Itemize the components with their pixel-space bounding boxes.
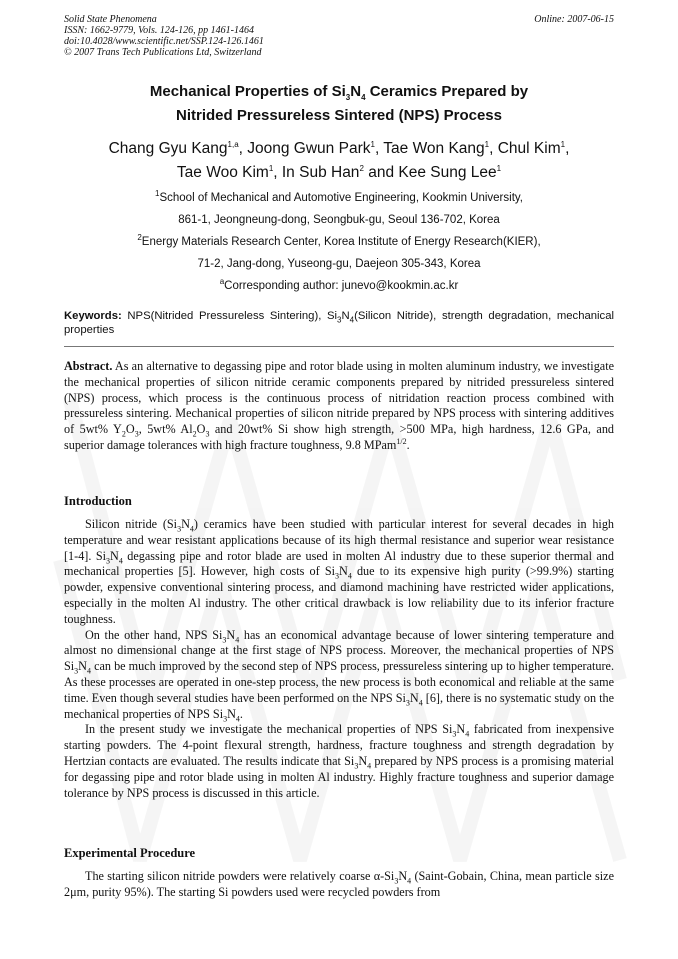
title-line-2: Nitrided Pressureless Sintered (NPS) Process bbox=[176, 107, 502, 124]
copyright-line: © 2007 Trans Tech Publications Ltd, Switzerland bbox=[64, 47, 262, 58]
affiliation-1: $^1$School of Mechanical and Automotive Engineering, Kookmin University, bbox=[155, 189, 523, 204]
introduction-body bbox=[64, 517, 614, 801]
affiliation-2: $^2$Energy Materials Research Center, Korea Institute of Energy Research(KIER), bbox=[137, 233, 541, 248]
author-list bbox=[40, 137, 638, 185]
section-heading-introduction: Introduction bbox=[64, 494, 132, 508]
intro-paragraph-3: In the present study we investigate the mechanical properties of NPS $Si_3N_4$ fabricated from inexpensive starting powders. The 4-point flexural strength, hardness, fracture toughness and strength degradation by Hertzian contacts are evaluated. The results indicate that $Si_3N_4$ prepared by NPS process is a promising material for degassing pipe and rotor blade using in molten Al industry. Highly fracture toughness and superior damage tolerance by NPS process is discussed in this article. bbox=[64, 722, 614, 800]
abstract-label: Abstract. bbox=[64, 359, 113, 373]
intro-paragraph-2: On the other hand, NPS $Si_3N_4$ has an economical advantage because of lower sintering temperature and almost no dimensional change at the first stage of NPS process. Moreover, the mechanical properties of NPS $Si_3N_4$ can be much improved by the second step of NPS process, pressureless sintering up to higher temperature. As these processes are operated in one-step process, the new process is both economical and reliable at the same time. Even though several studies have been performed on the NPS $Si_3N_4$ [6], there is no systematic study on the mechanical properties of NPS $Si_3N_4$. bbox=[64, 627, 614, 723]
title-line-1: Mechanical Properties of $Si_3N_4$ Ceramics Prepared by bbox=[149, 83, 529, 102]
divider bbox=[64, 346, 614, 347]
online-date: Online: 2007-06-15 bbox=[534, 14, 614, 25]
experimental-body bbox=[64, 869, 614, 901]
paper-title bbox=[40, 80, 638, 128]
doi-line: doi:10.4028/www.scientific.net/SSP.124-126.1461 bbox=[64, 36, 264, 47]
author-line-2: Tae Woo Kim$^1$, In Sub Han$^2$ and Kee Sung Lee$^1$ bbox=[176, 163, 502, 181]
affiliation-1-address: 861-1, Jeongneung-dong, Seongbuk-gu, Seoul 136-702, Korea bbox=[178, 214, 500, 226]
section-heading-experimental: Experimental Procedure bbox=[64, 846, 196, 860]
intro-paragraph-1: Silicon nitride $(Si_3N_4)$ ceramics have been studied with particular interest for several decades in high temperature and wear resistant applications because of its high thermal resistance and superior wear resistance [1-4]. $Si_3N_4$ degassing pipe and rotor blade are used in molten Al industry due to these superior thermal and mechanical properties [5]. However, high costs of $Si_3N_4$ due to its expensive high purity (>99.9%) starting powder, expensive conventional sintering process, and diamond machining have restricted wider applications, especially in the molten Al industry. The other critical drawback is low reliability due to its inferior fracture toughness. bbox=[64, 517, 615, 626]
abstract: Abstract. As an alternative to degassing pipe and rotor blade using in molten aluminum industry, we investigate the mechanical properties of silicon nitride ceramic components prepared by nitrided pressureless sintered (NPS) process, which process is the continuous process of nitridation reaction process combined with pressureless sintering. Mechanical properties of silicon nitride prepared by NPS process with sintering additives of 5wt% $Y_2O_3$, 5wt% $Al_2O_3$ and 20wt% Si show high strength, >500 MPa, high hardness, 12.6 GPa, and superior damage tolerances with high fracture toughness, 9.8 MPam$^{1/2}$. bbox=[64, 359, 615, 452]
affiliations bbox=[40, 187, 638, 297]
experimental-paragraph-1: The starting silicon nitride powders were relatively coarse $\alpha-Si_3N_4$ (Saint-Gobain, China, mean particle size 2μm, purity 95%). The starting Si powders used were recycled powders from bbox=[64, 869, 614, 899]
issn-line: ISSN: 1662-9779, Vols. 124-126, pp 1461-1464 bbox=[64, 25, 254, 36]
affiliation-2-address: 71-2, Jang-dong, Yuseong-gu, Daejeon 305-343, Korea bbox=[197, 258, 481, 270]
keywords-label: Keywords: bbox=[64, 310, 122, 322]
journal-header bbox=[64, 14, 614, 58]
keywords: Keywords: NPS(Nitrided Pressureless Sintering), $Si_3N_4(Silicon$ Nitride), strength degradation, mechanical properties bbox=[64, 310, 614, 336]
journal-name: Solid State Phenomena bbox=[64, 14, 157, 25]
author-line-1: Chang Gyu Kang$^{1,a}$, Joong Gwun Park$^1$, Tae Won Kang$^1$, Chul Kim$^1$, bbox=[108, 139, 570, 157]
corresponding-author: $^a$Corresponding author: junevo@kookmin.ac.kr bbox=[219, 277, 459, 292]
